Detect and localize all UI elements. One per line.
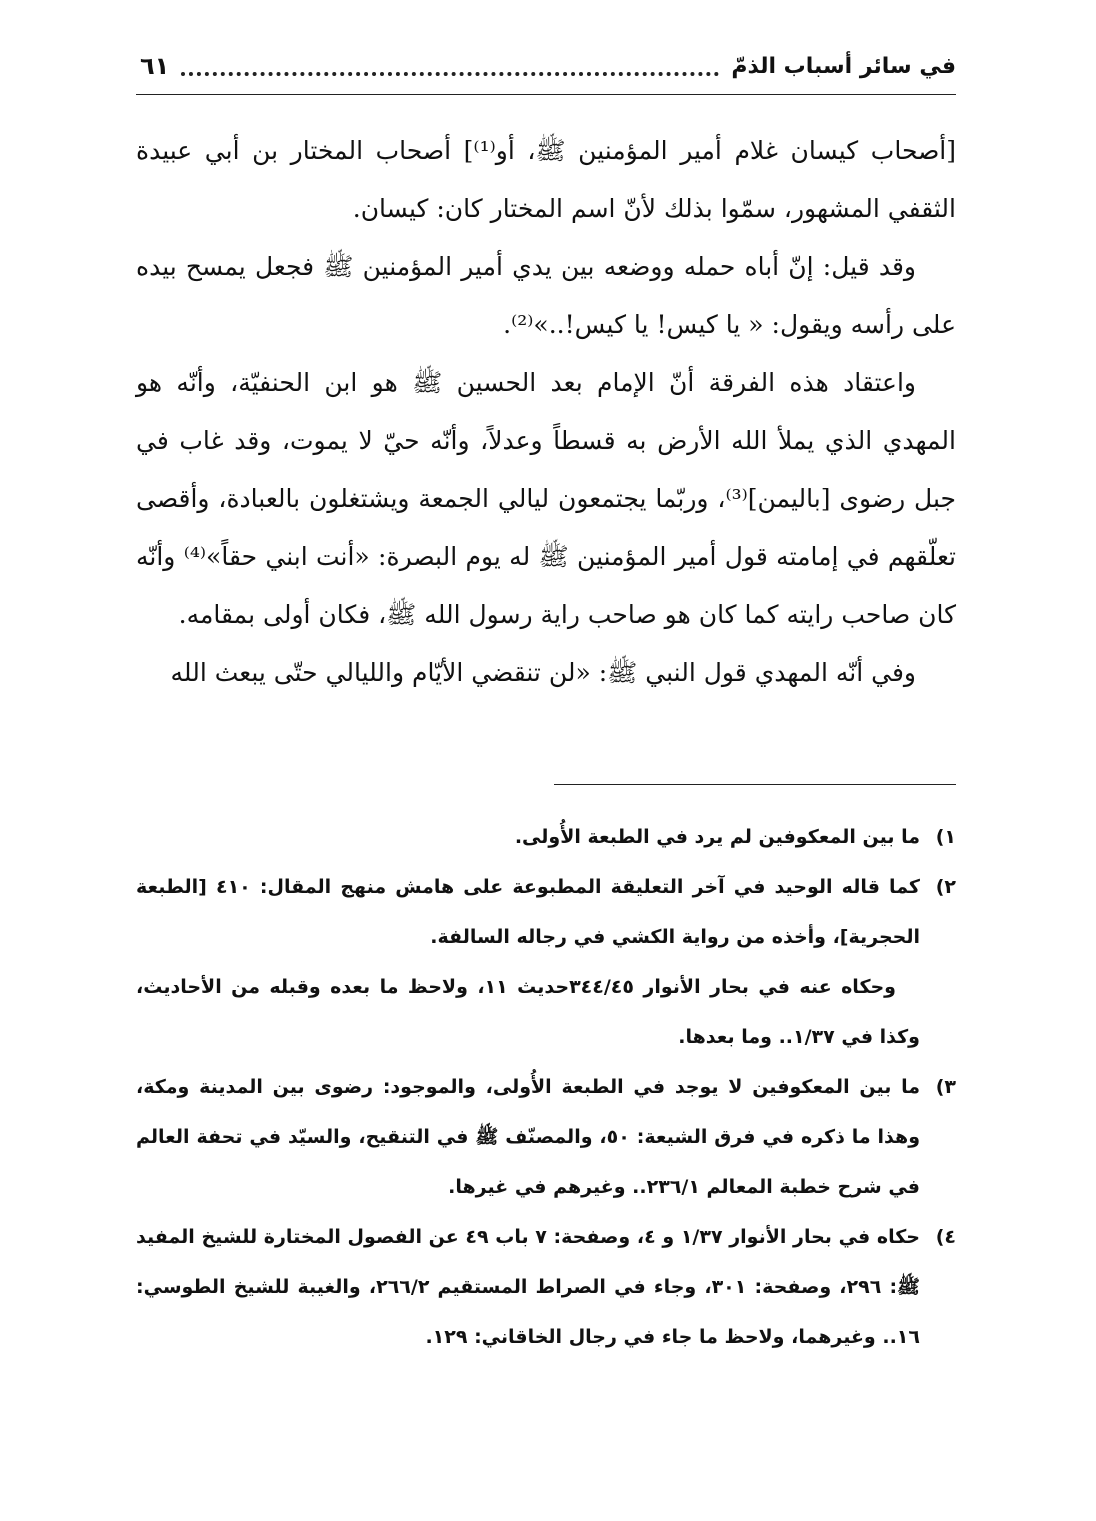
paragraph: [أصحاب كيسان غلام أمير المؤمنين ﷺ، أو⁽¹⁾] أصحاب المختار بن أبي عبيدة الثقفي المشهور، سمّوا بذلك لأنّ اسم المختار كان: كيسان. bbox=[136, 136, 957, 223]
running-title: في سائر أسباب الذمّ bbox=[731, 53, 956, 79]
footnote-number: ٢) bbox=[935, 876, 956, 898]
header-dot-leader bbox=[181, 69, 719, 76]
footnote-continuation: وحكاه عنه في بحار الأنوار ٣٤٤/٤٥حديث ١١، ولاحظ ما بعده وقبله من الأحاديث، وكذا في ١/٣٧.. وما بعدها. bbox=[136, 976, 920, 1048]
footnote-item bbox=[136, 812, 956, 862]
running-header bbox=[136, 44, 956, 88]
footnote-text: كما قاله الوحيد في آخر التعليقة المطبوعة على هامش منهج المقال: ٤١٠ [الطبعة الحجرية]، وأخذه من رواية الكشي في رجاله السالفة. bbox=[136, 876, 920, 948]
footnote-number: ٣) bbox=[935, 1076, 956, 1098]
footnote-item bbox=[136, 1212, 956, 1362]
footnote-item bbox=[136, 862, 956, 962]
paragraph: واعتقاد هذه الفرقة أنّ الإمام بعد الحسين ﷺ هو ابن الحنفيّة، وأنّه هو المهدي الذي يملأ الله الأرض به قسطاً وعدلاً، وأنّه حيّ لا يموت، وقد غاب في جبل رضوى [باليمن]⁽³⁾، وربّما يجتمعون ليالي الجمعة ويشتغلون بالعبادة، وأقصى تعلّقهم في إمامته قول أمير المؤمنين ﷺ له يوم البصرة: «أنت ابني حقاً»⁽⁴⁾ وأنّه كان صاحب رايته كما كان هو صاحب راية رسول الله ﷺ، فكان أولى بمقامه. bbox=[136, 368, 956, 629]
page-number: ٦١ bbox=[140, 52, 170, 80]
footnote-number: ٤) bbox=[935, 1226, 956, 1248]
footnote-separator bbox=[554, 784, 956, 785]
footnote-item bbox=[136, 1062, 956, 1212]
paragraph: وقد قيل: إنّ أباه حمله ووضعه بين يدي أمير المؤمنين ﷺ فجعل يمسح بيده على رأسه ويقول: « يا كيس! يا كيس!..»⁽²⁾. bbox=[136, 252, 956, 339]
footnote-text: حكاه في بحار الأنوار ١/٣٧ و ٤، وصفحة: ٧ باب ٤٩ عن الفصول المختارة للشيخ المفيد ﷺ: ٢٩٦، وصفحة: ٣٠١، وجاء في الصراط المستقيم ٢٦٦/٢، والغيبة للشيخ الطوسي: ١٦.. وغيرهما، ولاحظ ما جاء في رجال الخاقاني: ١٢٩. bbox=[136, 1226, 921, 1348]
paragraph: وفي أنّه المهدي قول النبي ﷺ: «لن تنقضي الأيّام والليالي حتّى يبعث الله bbox=[170, 658, 916, 687]
footnote-number: ١) bbox=[935, 826, 956, 848]
header-rule bbox=[136, 94, 956, 95]
footnote-text: ما بين المعكوفين لا يوجد في الطبعة الأُولى، والموجود: رضوى بين المدينة ومكة، وهذا ما ذكره في فرق الشيعة: ٥٠، والمصنّف ﷺ في التنقيح، والسيّد في تحفة العالم في شرح خطبة المعالم ٢٣٦/١.. وغيرهم في غيرها. bbox=[136, 1076, 921, 1198]
footnote-text: ما بين المعكوفين لم يرد في الطبعة الأُولى. bbox=[514, 826, 920, 848]
main-text bbox=[136, 122, 956, 702]
footnotes bbox=[136, 812, 956, 1362]
